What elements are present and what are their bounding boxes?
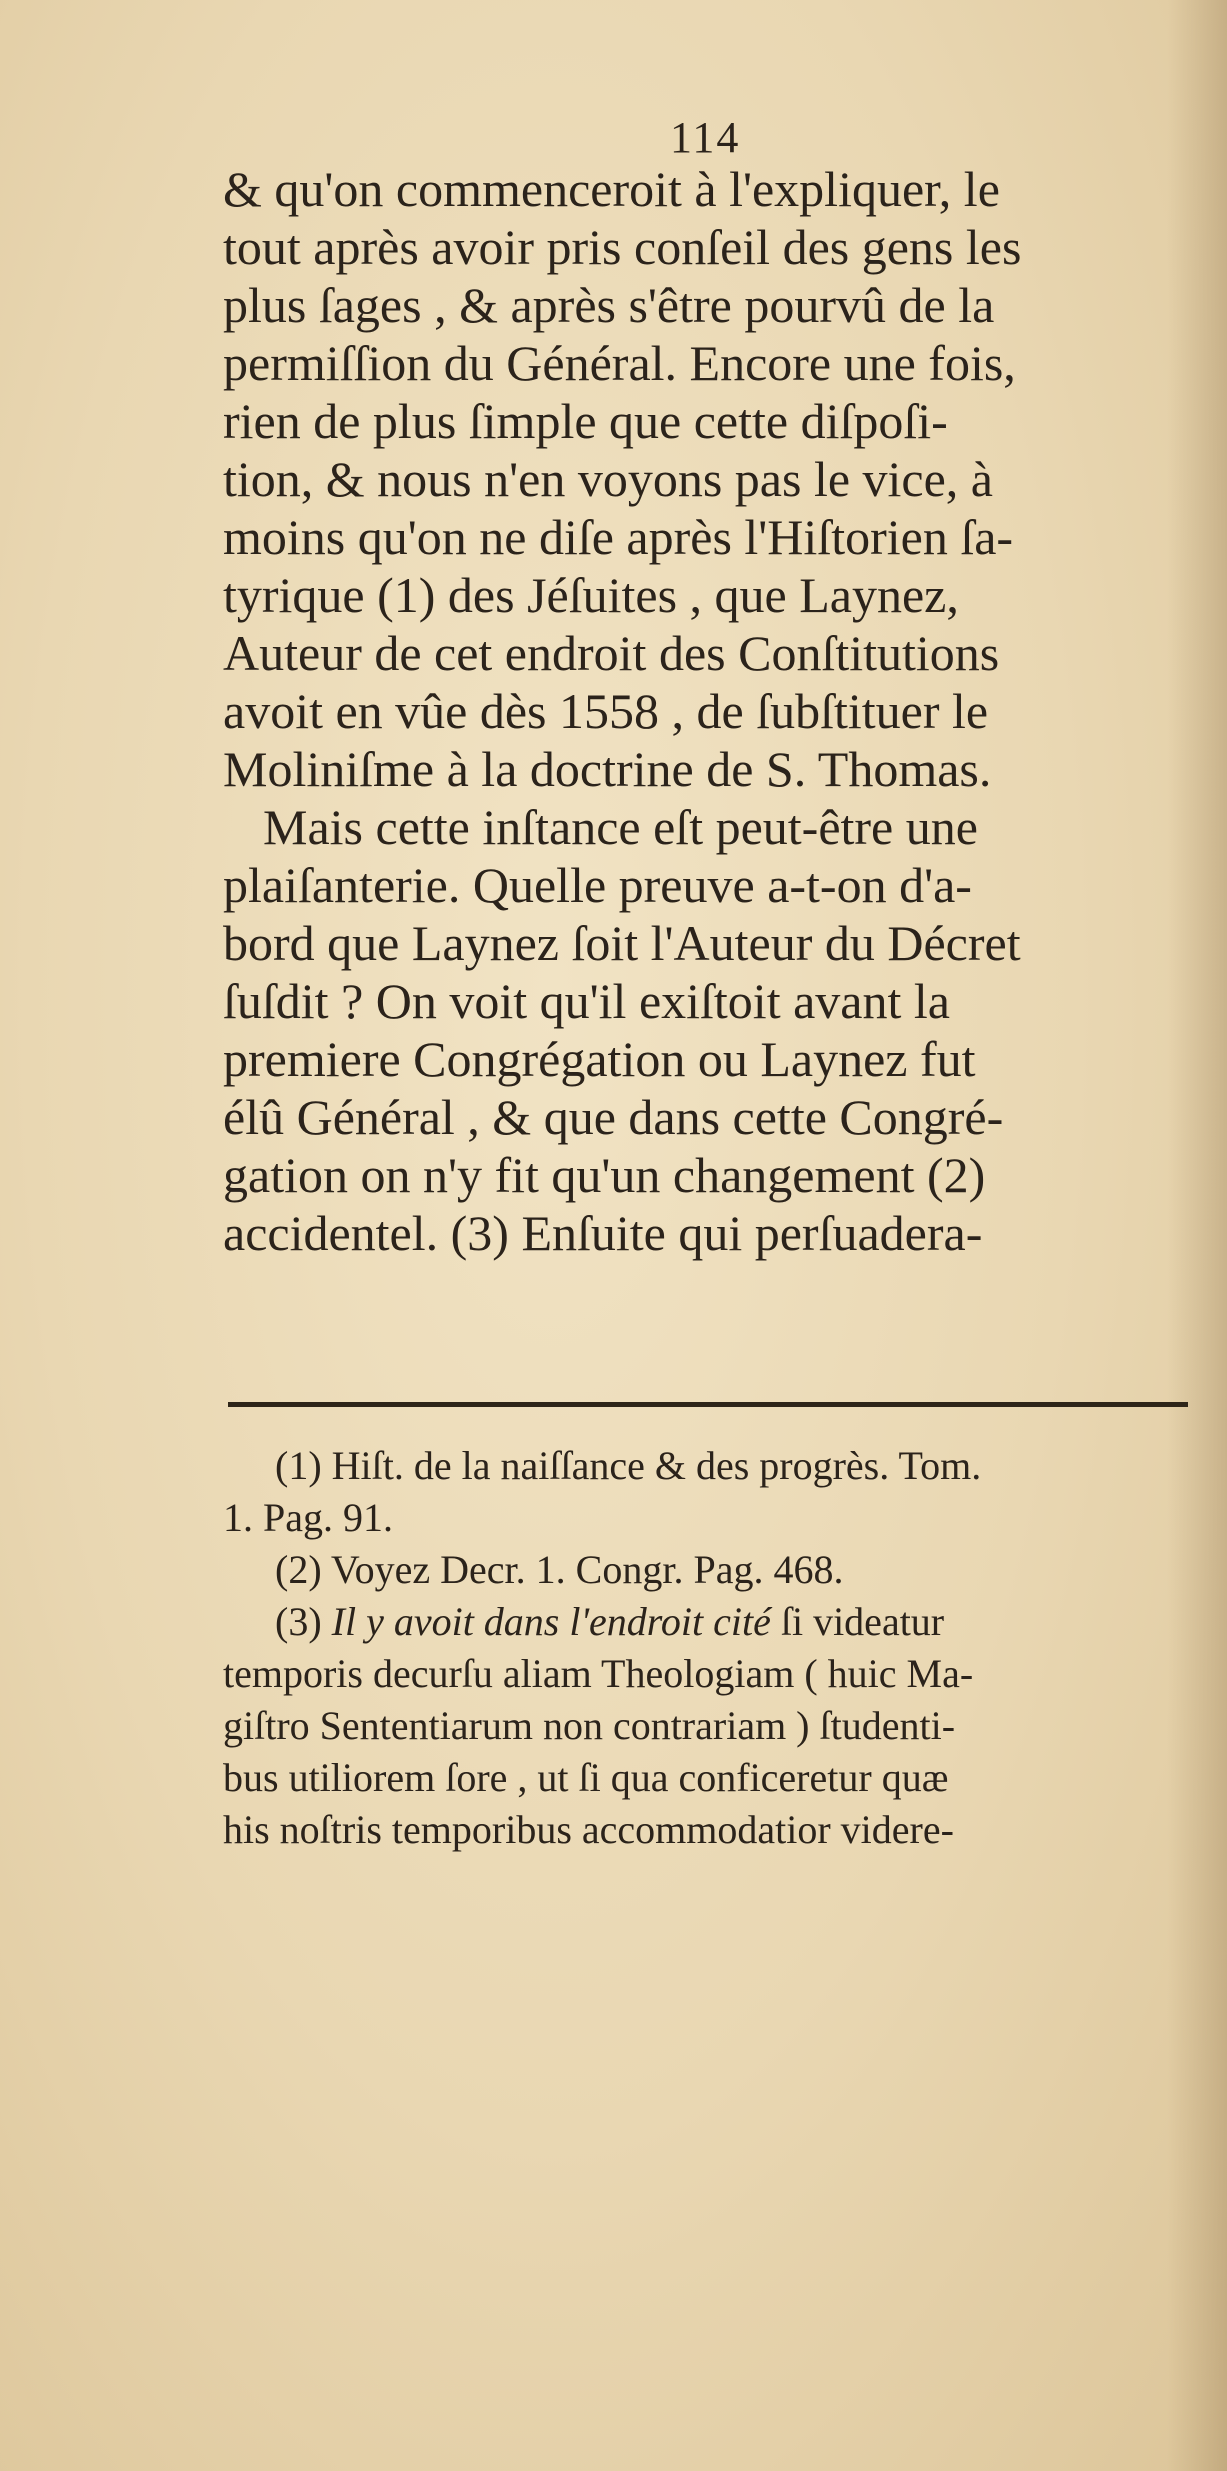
paragraph-1 [223, 160, 1213, 798]
text-line: Auteur de cet endroit des Conſtitutions [223, 625, 1000, 681]
text-line: permiſſion du Général. Encore une fois, [223, 335, 1016, 391]
text-line: plaiſanterie. Quelle preuve a-t-on d'a- [223, 857, 972, 913]
text-line: plus ſages , & après s'être pourvû de la [223, 277, 995, 333]
footnote-line: giſtro Sententiarum non contrariam ) ſtudenti- [223, 1703, 956, 1748]
text-line: gation on n'y fit qu'un changement (2) [223, 1147, 986, 1203]
footnote-line: (1) Hiſt. de la naiſſance & des progrès. Tom. [275, 1443, 982, 1488]
text-line: & qu'on commenceroit à l'expliquer, le [223, 161, 1000, 217]
paragraph-2 [223, 798, 1213, 1262]
text-line: ſuſdit ? On voit qu'il exiſtoit avant la [223, 973, 950, 1029]
footnote-line [223, 1596, 1213, 1648]
footnote-line: (2) Voyez Decr. 1. Congr. Pag. 468. [275, 1547, 844, 1592]
text-line: tyrique (1) des Jéſuites , que Laynez, [223, 567, 959, 623]
footnote-divider [228, 1402, 1188, 1407]
text-line: rien de plus ſimple que cette diſpoſi- [223, 393, 948, 449]
text-line: avoit en vûe dès 1558 , de ſubſtituer le [223, 683, 989, 739]
text-line: accidentel. (3) Enſuite qui perſuadera- [223, 1205, 983, 1261]
footnote-line: bus utiliorem ſore , ut ſi qua conficeretur quæ [223, 1755, 949, 1800]
text-line: Mais cette inſtance eſt peut-être une [263, 799, 978, 855]
text-line: élû Général , & que dans cette Congré- [223, 1089, 1004, 1145]
footnote-number: (3) [275, 1599, 332, 1644]
text-line: tout après avoir pris conſeil des gens les [223, 219, 1022, 275]
footnote-text: ſi videatur [770, 1599, 945, 1644]
text-line: bord que Laynez ſoit l'Auteur du Décret [223, 915, 1021, 971]
page-number: 114 [670, 113, 741, 162]
footnote-italic-text: Il y avoit dans l'endroit cité [331, 1599, 771, 1644]
footnote-line: his noſtris temporibus accommodatior videre- [223, 1807, 954, 1852]
main-text [223, 160, 1213, 1262]
footnote-line: temporis decurſu aliam Theologiam ( huic Ma- [223, 1651, 974, 1696]
footnotes [223, 1440, 1213, 1856]
text-line: premiere Congrégation ou Laynez fut [223, 1031, 976, 1087]
text-line: tion, & nous n'en voyons pas le vice, à [223, 451, 993, 507]
text-line: Moliniſme à la doctrine de S. Thomas. [223, 741, 992, 797]
footnote-line: 1. Pag. 91. [223, 1495, 393, 1540]
text-line: moins qu'on ne diſe après l'Hiſtorien ſa- [223, 509, 1014, 565]
